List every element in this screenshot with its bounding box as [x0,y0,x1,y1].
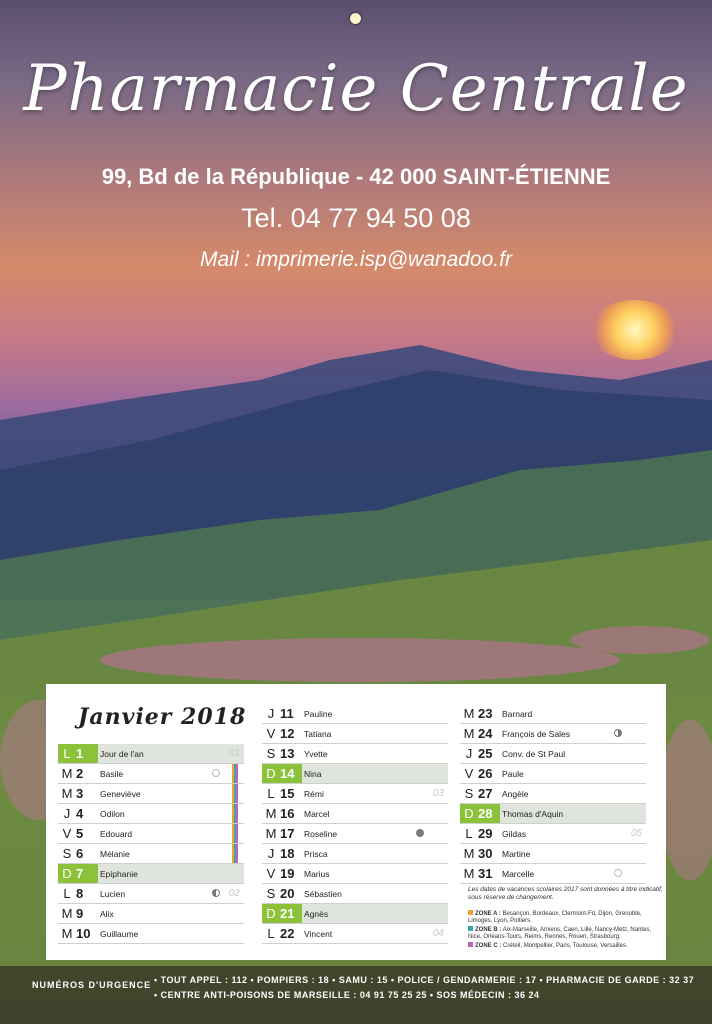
saint-name: Barnard [502,709,533,719]
day-number: 26 [478,766,493,781]
calendar-day-row [58,804,244,824]
day-number: 28 [478,806,493,821]
weekday-letter: M [61,906,73,921]
saint-name: Marcelle [502,869,535,879]
saint-name: Paule [502,769,524,779]
pharmacy-mail: Mail : imprimerie.isp@wanadoo.fr [200,248,512,271]
calendar-day-row [58,904,244,924]
pharmacy-title: Pharmacie Centrale [23,52,689,126]
saint-name: Martine [502,849,531,859]
calendar-day-row [58,844,244,864]
zone-c-text: Créteil, Montpellier, Paris, Toulouse, Versailles. [503,943,628,949]
saint-name: Agnès [304,909,329,919]
saint-name: Geneviève [100,789,141,799]
day-number: 20 [280,886,295,901]
calendar-day-row [262,824,448,844]
zone-b [468,926,663,941]
calendar-day-row [262,764,448,784]
day-number: 22 [280,926,295,941]
calendar-day-row [460,784,646,804]
zone-c [468,942,663,950]
saint-name: Marius [304,869,330,879]
pharmacy-phone: Tel. 04 77 94 50 08 [241,203,471,233]
weekday-letter: M [61,926,73,941]
calendar-day-row [58,884,244,904]
calendar-day-row [262,904,448,924]
calendar-day-row [460,824,646,844]
weekday-letter: S [266,886,276,901]
day-number: 27 [478,786,493,801]
day-number: 31 [478,866,493,881]
day-number: 19 [280,866,295,881]
pharmacy-address: 99, Bd de la République - 42 000 SAINT-ÉTIENNE [101,164,611,189]
weekday-letter: L [267,926,275,941]
day-number: 17 [280,826,295,841]
saint-name: Odilon [100,809,125,819]
calendar-day-row [460,724,646,744]
calendar-day-row [460,804,646,824]
zone-a-color [468,910,473,915]
calendar-day-row [262,724,448,744]
day-number: 23 [478,706,493,721]
saint-name: Conv. de St Paul [502,749,566,759]
zone-b-label: ZONE B : [475,927,502,933]
day-number: 30 [478,846,493,861]
weekday-letter: V [464,766,474,781]
weekday-letter: D [464,806,474,821]
saint-name: Sébastien [304,889,342,899]
weekday-letter: M [463,846,475,861]
day-number: 7 [76,866,84,881]
day-number: 3 [76,786,84,801]
day-number: 5 [76,826,84,841]
weekday-letter: M [463,706,475,721]
saint-name: Alix [100,909,114,919]
saint-name: Prisca [304,849,328,859]
calendar-day-row [460,764,646,784]
day-number: 14 [280,766,295,781]
day-number: 21 [280,906,295,921]
day-number: 10 [76,926,91,941]
week-number: 05 [630,828,642,839]
moon-phase-icon [614,869,622,877]
saint-name: Lucien [100,889,126,899]
calendar-day-row [58,864,244,884]
saint-name: François de Sales [502,729,571,739]
week-number: 03 [432,788,444,799]
calendar-day-row [262,864,448,884]
weekday-letter: M [61,786,73,801]
weekday-letter: L [63,886,71,901]
weekday-letter: L [63,746,71,761]
day-number: 11 [280,706,294,721]
moon-phase-icon [416,829,424,837]
day-number: 16 [280,806,295,821]
week-number: 01 [228,748,240,759]
hanging-hole [350,13,361,24]
day-number: 1 [76,746,84,761]
weekday-letter: J [63,806,71,821]
saint-name: Mélanie [100,849,130,859]
calendar-day-row [460,844,646,864]
calendar-day-row [58,824,244,844]
weekday-letter: J [267,846,275,861]
sun [590,300,680,360]
calendar-day-row [58,924,244,944]
weekday-letter: M [265,806,277,821]
weekday-letter: L [267,786,275,801]
moon-phase-icon [614,729,622,737]
zone-a-label: ZONE A : [475,911,501,917]
zone-a-text: Besançon, Bordeaux, Clermont-Fd, Dijon, Grenoble, Limoges, Lyon, Poitiers. [468,911,642,924]
day-number: 13 [280,746,295,761]
saint-name: Marcel [304,809,330,819]
saint-name: Gildas [502,829,527,839]
day-number: 25 [478,746,493,761]
weekday-letter: S [464,786,474,801]
saint-name: Jour de l'an [100,749,144,759]
saint-name: Vincent [304,929,333,939]
saint-name: Edouard [100,829,133,839]
saint-name: Roseline [304,829,338,839]
weekday-letter: S [62,846,72,861]
day-number: 12 [280,726,295,741]
emergency-line-1: • TOUT APPEL : 112 • POMPIERS : 18 • SAMU : 15 • POLICE / GENDARMERIE : 17 • PHARMACIE DE GARDE : 32 37 [154,975,695,985]
calendar-day-row [262,924,448,944]
calendar-day-row [58,764,244,784]
weekday-letter: J [465,746,473,761]
day-number: 24 [478,726,493,741]
calendar-day-row [460,864,646,884]
saint-name: Thomas d'Aquin [502,809,564,819]
saint-name: Epiphanie [100,869,138,879]
day-number: 4 [76,806,84,821]
emergency-line-2: • CENTRE ANTI-POISONS DE MARSEILLE : 04 91 75 25 25 • SOS MÉDECIN : 36 24 [154,990,540,1000]
day-number: 18 [280,846,295,861]
calendar-panel [46,684,666,960]
weekday-letter: D [62,866,72,881]
saint-name: Basile [100,769,124,779]
zone-c-label: ZONE C : [475,943,502,949]
saint-name: Yvette [304,749,328,759]
day-number: 29 [478,826,493,841]
weekday-letter: L [465,826,473,841]
weekday-letter: M [265,826,277,841]
weekday-letter: M [463,726,475,741]
weekday-letter: S [266,746,276,761]
weekday-letter: J [267,706,275,721]
weekday-letter: D [266,766,276,781]
moon-phase-icon [212,769,220,777]
weekday-letter: M [61,766,73,781]
calendar-day-row [460,704,646,724]
zone-a [468,910,663,925]
calendar-day-row [58,784,244,804]
calendar-day-row [262,884,448,904]
saint-name: Tatiana [304,729,332,739]
weekday-letter: V [62,826,72,841]
month-title: Janvier 2018 [78,704,247,730]
calendar-day-row [262,844,448,864]
day-number: 15 [280,786,295,801]
saint-name: Pauline [304,709,333,719]
saint-name: Angèle [502,789,529,799]
zone-b-color [468,926,473,931]
calendar-day-row [262,804,448,824]
holiday-note: Les dates de vacances scolaires 2017 sont données à titre indicatif, sous réserve de changement. [468,886,663,901]
day-number: 8 [76,886,84,901]
weekday-letter: V [266,866,276,881]
weekday-letter: D [266,906,276,921]
week-number: 04 [432,928,444,939]
zone-b-text: Aix-Marseille, Amiens, Caen, Lille, Nancy-Metz, Nantes, Nice, Orléans-Tours, Reims, Rennes, Rouen, Strasbourg. [468,927,652,940]
saint-name: Nina [304,769,322,779]
calendar-day-row [262,744,448,764]
weekday-letter: V [266,726,276,741]
calendar-day-row [262,784,448,804]
saint-name: Rémi [304,789,324,799]
day-number: 6 [76,846,84,861]
day-number: 9 [76,906,84,921]
saint-name: Guillaume [100,929,139,939]
day-number: 2 [76,766,84,781]
emergency-footer [0,966,712,1024]
weekday-letter: M [463,866,475,881]
week-number: 02 [228,888,240,899]
calendar-day-row [460,744,646,764]
emergency-title: NUMÉROS D'URGENCE [32,980,152,990]
moon-phase-icon [212,889,220,897]
zone-c-color [468,942,473,947]
calendar-day-row [58,744,244,764]
calendar-day-row [262,704,448,724]
